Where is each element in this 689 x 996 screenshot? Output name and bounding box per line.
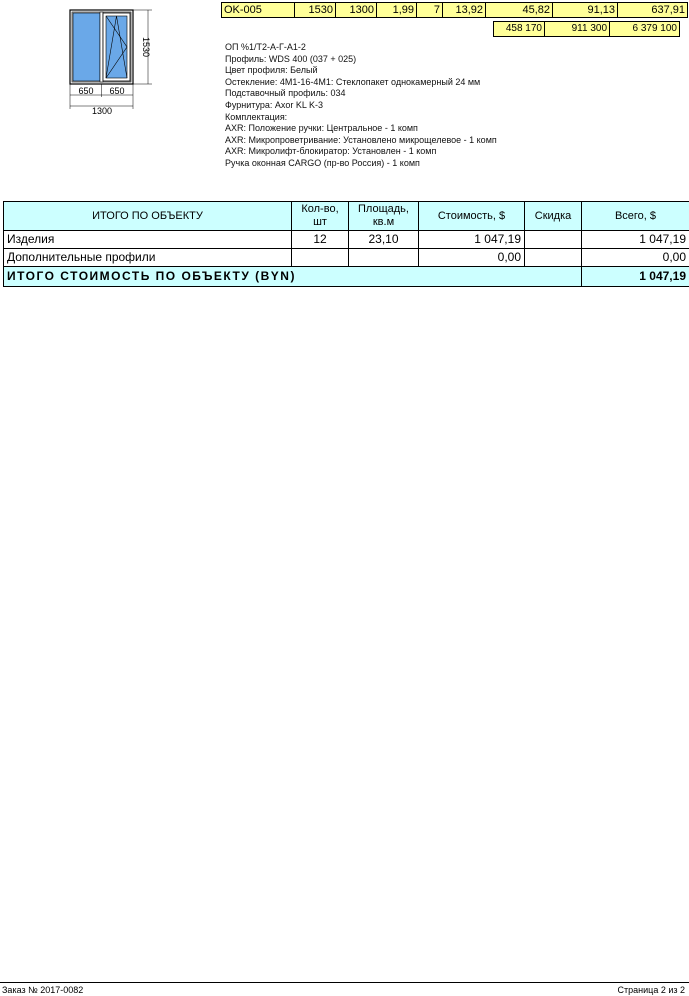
row-qty [292,249,349,267]
object-totals-table [3,201,689,287]
item-price-2: 91,13 [553,3,618,18]
header-area: Площадь, кв.м [349,202,419,231]
byn-price: 458 170 [494,22,545,37]
byn-row-table [493,21,680,37]
row-cost: 0,00 [419,249,525,267]
right-glass-pane [106,16,127,78]
description-line: Фурнитура: Axor KL K-3 [225,99,324,110]
item-total-area: 13,92 [443,3,486,18]
totals-header-row [4,202,689,231]
item-area: 1,99 [377,3,417,18]
description-line: AXR: Микролифт-блокиратор: Установлен - 1 комп [225,146,437,157]
row-area [349,249,419,267]
description-line: AXR: Микропроветривание: Установлено микрощелевое - 1 комп [225,134,497,145]
row-discount [525,231,582,249]
left-width-label: 650 [78,86,94,96]
byn-row [494,22,680,37]
window-drawing [60,5,160,115]
total-width-label: 1300 [91,106,113,116]
row-name: Изделия [4,231,292,249]
row-cost: 1 047,19 [419,231,525,249]
grand-total-label: ИТОГО СТОИМОСТЬ ПО ОБЪЕКТУ (BYN) [4,267,582,287]
footer-page-number: Страница 2 из 2 [617,985,685,995]
grand-total-value: 1 047,19 [582,267,689,287]
item-row-table [221,2,688,18]
grand-total-row [4,267,689,287]
row-total: 0,00 [582,249,689,267]
item-price: 45,82 [486,3,553,18]
footer-order-number: Заказ № 2017-0082 [2,985,84,995]
description-line: Профиль: WDS 400 (037 + 025) [225,53,357,64]
header-discount: Скидка [525,202,582,231]
row-area: 23,10 [349,231,419,249]
row-discount [525,249,582,267]
item-code: OK-005 [222,3,295,18]
header-cost: Стоимость, $ [419,202,525,231]
table-row [4,249,689,267]
item-row [222,3,688,18]
description-line: AXR: Положение ручки: Центральное - 1 комп [225,123,418,134]
description-line: Остекление: 4М1-16-4М1: Стеклопакет однокамерный 24 мм [225,76,481,87]
byn-sum: 6 379 100 [610,22,680,37]
footer-divider [0,982,689,983]
item-width: 1300 [336,3,377,18]
left-glass-pane [73,13,100,81]
header-total: Всего, $ [582,202,689,231]
row-name: Дополнительные профили [4,249,292,267]
row-total: 1 047,19 [582,231,689,249]
item-description [225,42,497,170]
table-row [4,231,689,249]
item-qty: 7 [417,3,443,18]
description-line: Подставочный профиль: 034 [225,88,346,99]
height-dimension-label: 1530 [141,36,151,58]
right-width-label: 650 [109,86,125,96]
description-line: Комплектация: [225,111,288,122]
description-line: ОП %1/Т2-А-Г-А1-2 [225,42,306,52]
row-qty: 12 [292,231,349,249]
byn-price-2: 911 300 [545,22,610,37]
description-line: Ручка оконная CARGO (пр-во Россия) - 1 комп [225,157,420,168]
header-qty: Кол-во, шт [292,202,349,231]
item-height: 1530 [295,3,336,18]
header-object: ИТОГО ПО ОБЪЕКТУ [4,202,292,231]
item-sum: 637,91 [618,3,688,18]
window-diagram [60,5,160,117]
description-line: Цвет профиля: Белый [225,65,318,76]
